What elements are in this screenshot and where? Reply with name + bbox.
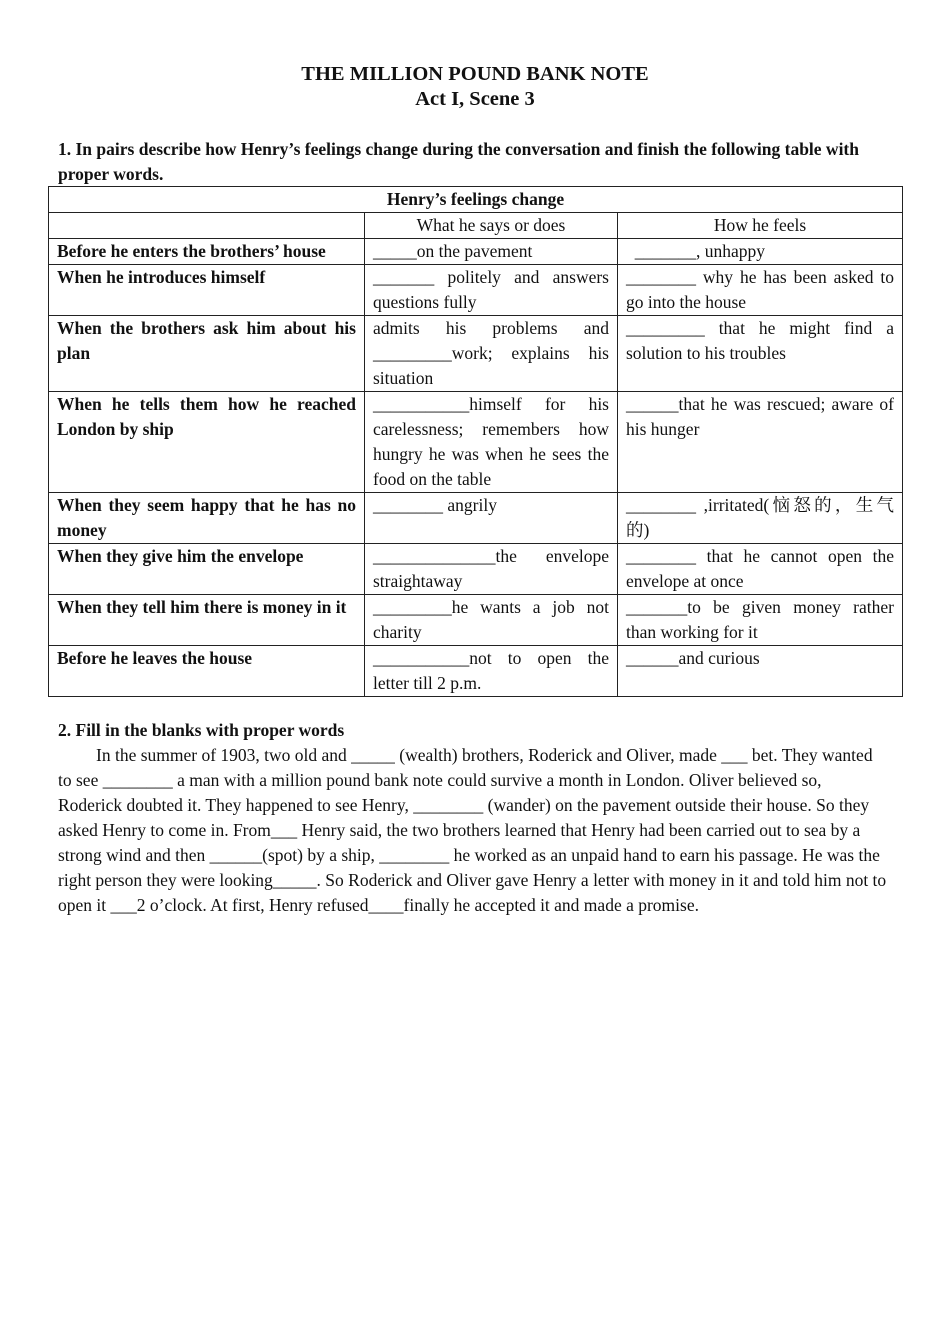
row-feels: ________ that he cannot open the envelope at once [618, 544, 903, 595]
column-header-says-does: What he says or does [365, 213, 618, 239]
row-says-does: ______________the envelope straightaway [365, 544, 618, 595]
feelings-table [48, 186, 903, 697]
table-caption: Henry’s feelings change [49, 187, 903, 213]
row-says-does: ___________himself for his carelessness; remembers how hungry he was when he sees the food on the table [365, 392, 618, 493]
row-feels: _________ that he might find a solution to his troubles [618, 316, 903, 392]
row-says-does: _____on the pavement [365, 239, 618, 265]
column-header-moment [49, 213, 365, 239]
row-says-does: ________ angrily [365, 493, 618, 544]
table-row [49, 392, 903, 493]
page-title: THE MILLION POUND BANK NOTE [301, 63, 649, 85]
table-row [49, 544, 903, 595]
row-feels: ________ why he has been asked to go into the house [618, 265, 903, 316]
row-says-does: _________he wants a job not charity [365, 595, 618, 646]
table-row [49, 595, 903, 646]
row-moment: When he introduces himself [49, 265, 365, 316]
table-caption-row [49, 187, 903, 213]
table-row [49, 493, 903, 544]
task1-instruction: 1. In pairs describe how Henry’s feelings change during the conversation and finish the following table with proper words. [58, 139, 859, 184]
row-moment: When he tells them how he reached London by ship [49, 392, 365, 493]
row-feels: _______, unhappy [618, 239, 903, 265]
row-moment: When the brothers ask him about his plan [49, 316, 365, 392]
task2-instruction: 2. Fill in the blanks with proper words [58, 720, 345, 740]
row-moment: When they give him the envelope [49, 544, 365, 595]
page-subtitle: Act I, Scene 3 [415, 88, 535, 110]
row-feels: ______that he was rescued; aware of his hunger [618, 392, 903, 493]
table-row [49, 646, 903, 697]
table-header-row [49, 213, 903, 239]
row-moment: When they tell him there is money in it [49, 595, 365, 646]
task2-paragraph: In the summer of 1903, two old and _____ (wealth) brothers, Roderick and Oliver, made ___ bet. They wanted to see ________ a man with a million pound bank note could survive a month in London. Oliver believed so, Roderick doubted it. They happened to see Henry, ________ (wander) on the pavement outside their house. So they asked Henry to come in. From___ Henry said, the two brothers learned that Henry had been carried out to sea by a strong wind and then ______(spot) by a ship, ________ he worked as an unpaid hand to earn his passage. He was the right person they were looking_____. So Roderick and Oliver gave Henry a letter with money in it and told him not to open it ___2 o’clock. At first, Henry refused____finally he accepted it and made a promise. [58, 745, 887, 915]
row-moment: Before he enters the brothers’ house [49, 239, 365, 265]
row-moment: When they seem happy that he has no money [49, 493, 365, 544]
table-row [49, 239, 903, 265]
row-says-does: admits his problems and _________work; explains his situation [365, 316, 618, 392]
row-feels: ________ ,irritated(恼怒的，生气的) [618, 493, 903, 544]
row-moment: Before he leaves the house [49, 646, 365, 697]
table-row [49, 316, 903, 392]
table-row [49, 265, 903, 316]
row-feels: ______and curious [618, 646, 903, 697]
row-feels: _______to be given money rather than working for it [618, 595, 903, 646]
row-says-does: ___________not to open the letter till 2 p.m. [365, 646, 618, 697]
column-header-feels: How he feels [618, 213, 903, 239]
row-says-does: _______ politely and answers questions fully [365, 265, 618, 316]
